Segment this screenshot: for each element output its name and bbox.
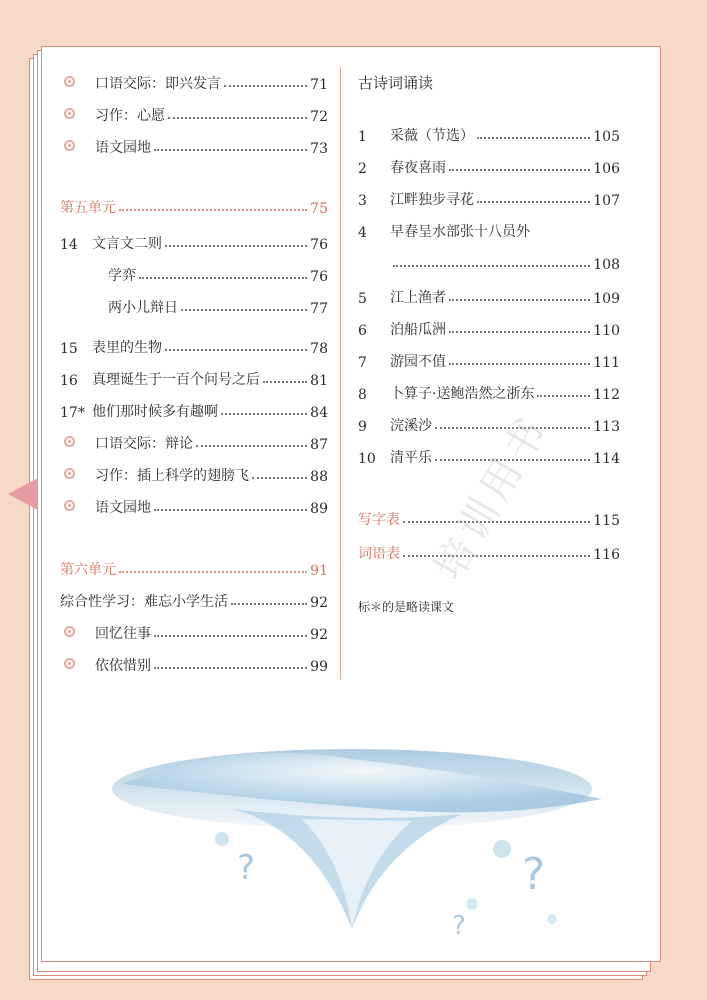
poem-title: 采薇（节选） [390,128,474,144]
svg-text:?: ? [522,849,546,900]
page-number: 108 [593,257,620,273]
dot-leader [154,667,307,669]
dot-leader [154,149,307,151]
footnote-text: 标＊的是略读课文 [358,600,455,614]
dot-leader [449,299,590,301]
entry-title: 口语交际：辩论 [95,436,193,452]
poem-title: 游园不值 [390,354,446,370]
toc-entry [60,491,328,517]
dot-leader [154,635,307,637]
page-number: 91 [310,563,328,579]
poem-number: 6 [358,323,367,339]
poem-number: 1 [358,129,367,145]
page-number: 110 [593,323,620,339]
dot-leader [196,445,307,447]
page-number: 106 [593,161,620,177]
appendix-title: 写字表 [358,512,400,528]
entry-title: 综合性学习：难忘小学生活 [60,594,228,610]
lesson-number: 14 [60,237,78,253]
circle-bullet-icon [64,108,75,119]
page-number: 92 [310,627,328,643]
dot-leader [165,349,307,351]
section-heading [358,67,620,93]
page-number: 113 [593,419,620,435]
dot-leader [224,85,307,87]
page-number: 109 [593,291,620,307]
poem-entry [358,215,620,241]
toc-entry [60,649,328,675]
dot-leader [449,169,590,171]
poem-number: 8 [358,387,367,403]
circle-bullet-icon [64,76,75,87]
lesson-number: 17* [60,405,85,421]
circle-bullet-icon [64,468,75,479]
poem-entry [358,313,620,339]
dot-leader [449,363,590,365]
dot-leader [221,413,307,415]
poem-number: 3 [358,193,367,209]
poem-entry [358,151,620,177]
poem-entry [358,377,620,403]
entry-title: 两小儿辩日 [108,300,178,316]
entry-title: 习作：心愿 [95,108,165,124]
toc-entry [60,427,328,453]
circle-bullet-icon [64,140,75,151]
dot-leader [263,381,307,383]
page-number: 115 [593,513,620,529]
page-number: 77 [310,301,328,317]
poem-title: 清平乐 [390,450,432,466]
page-number: 105 [593,129,620,145]
page-number: 92 [310,595,328,611]
page-number: 99 [310,659,328,675]
circle-bullet-icon [64,500,75,511]
toc-entry [60,331,328,357]
toc-entry [60,191,328,217]
circle-bullet-icon [64,626,75,637]
entry-title: 文言文二则 [92,236,162,252]
dot-leader [477,201,590,203]
lesson-number: 15 [60,341,78,357]
page-number: 114 [593,451,620,467]
toc-entry [60,259,328,285]
poem-number: 5 [358,291,367,307]
entry-title: 语文园地 [95,500,151,516]
toc-entry [60,291,328,317]
page-number: 76 [310,237,328,253]
poem-title: 卜算子·送鲍浩然之浙东 [390,386,535,402]
appendix-title: 词语表 [358,546,400,562]
toc-entry [60,131,328,157]
dot-leader [119,571,307,573]
poem-number: 10 [358,451,376,467]
page-tab-marker [8,478,38,510]
entry-title: 真理诞生于一百个问号之后 [92,372,260,388]
entry-title: 学弈 [108,268,136,284]
unit-title: 第六单元 [60,562,116,578]
page-number: 73 [310,141,328,157]
toc-entry [60,585,328,611]
poem-entry [358,281,620,307]
poem-title: 春夜喜雨 [390,160,446,176]
poem-title: 浣溪沙 [390,418,432,434]
entry-title: 表里的生物 [92,340,162,356]
dot-leader [139,277,307,279]
page-number: 72 [310,109,328,125]
poem-entry [358,183,620,209]
poem-number: 7 [358,355,367,371]
entry-title: 口语交际：即兴发言 [95,76,221,92]
page-number: 89 [310,501,328,517]
dot-leader [252,477,307,479]
toc-entry [60,99,328,125]
svg-text:?: ? [237,848,256,888]
poem-number: 4 [358,225,367,241]
page-number: 81 [310,373,328,389]
column-divider [340,67,341,679]
poem-number: 2 [358,161,367,177]
poem-title: 早春呈水部张十八员外 [390,224,530,240]
toc-entry [60,363,328,389]
poem-entry [358,345,620,371]
dot-leader [477,137,590,139]
entry-title: 回忆往事 [95,626,151,642]
unit-title: 第五单元 [60,200,116,216]
poem-entry [358,119,620,145]
page-number: 76 [310,269,328,285]
entry-title: 他们那时候多有趣啊 [92,404,218,420]
dot-leader [393,265,590,267]
page-number: 75 [310,201,328,217]
table-of-contents-page [41,46,661,962]
toc-entry [60,553,328,579]
dot-leader [231,603,307,605]
dot-leader [154,509,307,511]
poem-entry-continuation [358,247,620,273]
footnote [358,589,620,615]
entry-title: 语文园地 [95,140,151,156]
toc-entry [60,67,328,93]
poem-title: 江上渔者 [390,290,446,306]
page-number: 111 [593,355,620,371]
dot-leader [181,309,307,311]
entry-title: 依依惜别 [95,658,151,674]
water-splash-illustration [82,729,622,949]
page-number: 84 [310,405,328,421]
poetry-heading: 古诗词诵读 [358,74,434,92]
dot-leader [537,395,590,397]
page-number: 112 [593,387,620,403]
toc-entry [60,459,328,485]
page-number: 88 [310,469,328,485]
page-number: 78 [310,341,328,357]
page-number: 116 [593,547,620,563]
poem-title: 泊船瓜洲 [390,322,446,338]
lesson-number: 16 [60,373,78,389]
dot-leader [168,117,307,119]
poem-entry [358,409,620,435]
toc-entry [60,395,328,421]
entry-title: 习作：插上科学的翅膀飞 [95,468,249,484]
watermark: 培训用书 [426,406,558,589]
dot-leader [165,245,307,247]
page-number: 71 [310,77,328,93]
dot-leader [449,331,590,333]
svg-text:?: ? [452,911,466,941]
toc-entry [60,227,328,253]
circle-bullet-icon [64,436,75,447]
toc-entry [60,617,328,643]
page-number: 87 [310,437,328,453]
poem-title: 江畔独步寻花 [390,192,474,208]
dot-leader [119,209,307,211]
circle-bullet-icon [64,658,75,669]
page-number: 107 [593,193,620,209]
poem-number: 9 [358,419,367,435]
